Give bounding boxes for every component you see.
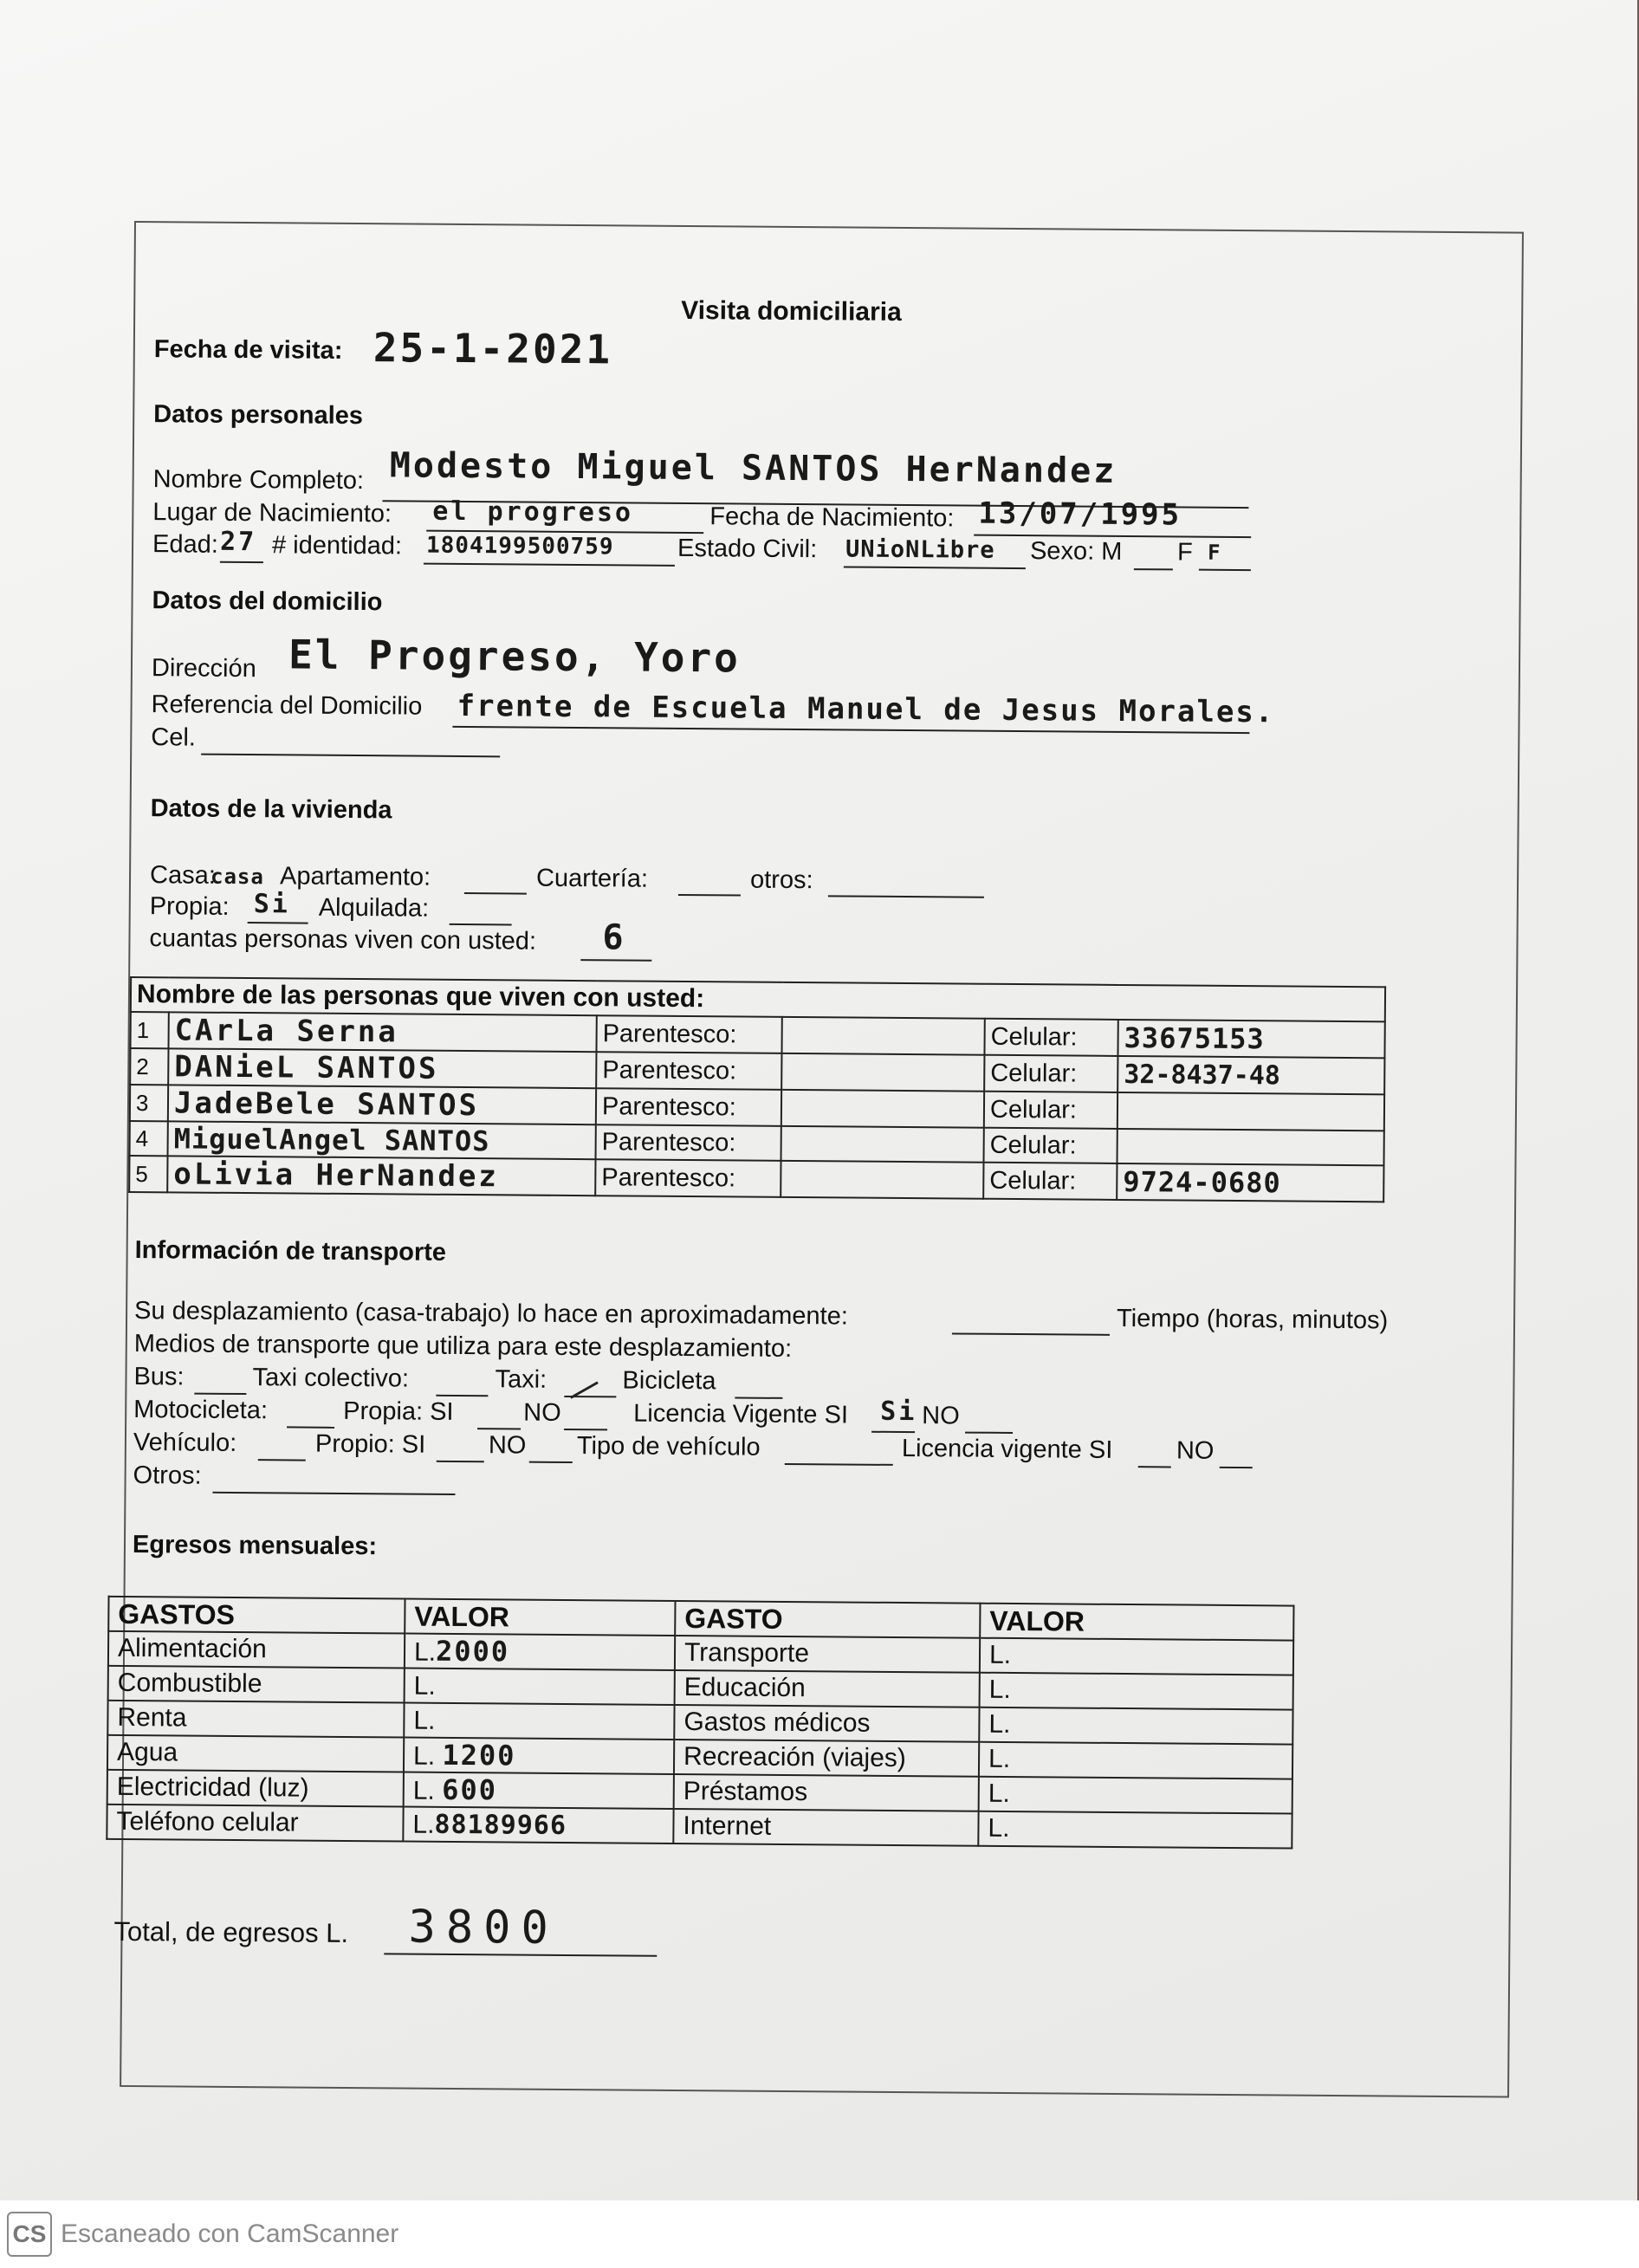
people-row-name: JadeBele SANTOS bbox=[168, 1085, 596, 1124]
celular-label: Celular: bbox=[984, 1092, 1118, 1129]
scanner-footer bbox=[0, 2200, 1639, 2268]
expense-name: Agua bbox=[107, 1735, 404, 1772]
people-row-name: CArLa Serna bbox=[168, 1012, 596, 1052]
moto-no-label: NO bbox=[523, 1398, 561, 1427]
civil-status-line bbox=[844, 566, 1026, 569]
parentesco-value bbox=[781, 1161, 983, 1199]
civil-status-value: UNioNLibre bbox=[845, 535, 995, 564]
tipo-vehiculo-line bbox=[785, 1463, 893, 1466]
birthdate-label: Fecha de Nacimiento: bbox=[709, 502, 955, 533]
celular-label: Celular: bbox=[983, 1163, 1117, 1200]
address-label: Dirección bbox=[151, 654, 256, 684]
motocicleta-line bbox=[287, 1426, 334, 1428]
visit-date-label: Fecha de visita: bbox=[153, 335, 343, 365]
expense-value: L. bbox=[404, 1702, 674, 1739]
bus-label: Bus: bbox=[133, 1363, 185, 1391]
birthplace-value: el progreso bbox=[432, 496, 634, 528]
taxi-colectivo-label: Taxi colectivo: bbox=[252, 1364, 410, 1393]
id-label: # identidad: bbox=[271, 531, 403, 561]
transport-means-label: Medios de transporte que utiliza para este desplazamiento: bbox=[133, 1330, 793, 1364]
bus-line bbox=[194, 1393, 246, 1395]
sex-f-line bbox=[1199, 569, 1251, 571]
people-row-name: DANieL SANTOS bbox=[168, 1048, 596, 1088]
vehiculo-label: Vehículo: bbox=[133, 1429, 237, 1457]
parentesco-label: Parentesco: bbox=[595, 1159, 781, 1197]
transport-heading: Información de transporte bbox=[134, 1236, 447, 1267]
address-value: El Progreso, Yoro bbox=[288, 631, 742, 682]
vehiculo-no-label: NO bbox=[488, 1431, 527, 1460]
otros-transport-line bbox=[212, 1492, 455, 1495]
age-line bbox=[220, 561, 263, 563]
celular-value: 9724-0680 bbox=[1117, 1163, 1383, 1202]
cel-label: Cel. bbox=[151, 723, 197, 752]
expenses-table bbox=[106, 1596, 1294, 1850]
expense-name: Gastos médicos bbox=[674, 1705, 979, 1742]
tipo-vehiculo-label: Tipo de vehículo bbox=[576, 1432, 761, 1461]
celular-value bbox=[1117, 1129, 1383, 1165]
otros-line bbox=[828, 895, 984, 897]
otros-transport-label: Otros: bbox=[133, 1461, 202, 1490]
age-label: Edad: bbox=[152, 530, 218, 559]
sex-f-value: F bbox=[1207, 540, 1223, 565]
form-title: Visita domiciliaria bbox=[681, 295, 902, 327]
licencia2-si-line bbox=[1138, 1466, 1171, 1468]
casa-value: casa bbox=[210, 864, 264, 890]
people-row-num: 2 bbox=[130, 1048, 168, 1085]
expense-value: L.88189966 bbox=[403, 1806, 673, 1843]
cuarteria-line bbox=[678, 894, 741, 897]
sex-m-label: Sexo: M bbox=[1029, 537, 1123, 566]
home-visit-form bbox=[113, 223, 1522, 2096]
people-row-name: MiguelAngel SANTOS bbox=[168, 1121, 596, 1159]
apartamento-label: Apartamento: bbox=[279, 862, 431, 891]
celular-label: Celular: bbox=[984, 1055, 1118, 1092]
people-row-num: 1 bbox=[130, 1012, 168, 1048]
transport-time-label: Su desplazamiento (casa-trabajo) lo hace en aproximadamente: bbox=[133, 1297, 848, 1331]
alquilada-label: Alquilada: bbox=[318, 893, 430, 923]
col-valor: VALOR bbox=[405, 1599, 675, 1636]
parentesco-value bbox=[781, 1053, 984, 1092]
total-value: 3800 bbox=[408, 1901, 560, 1954]
expense-value: L.2000 bbox=[405, 1634, 675, 1670]
form-frame bbox=[113, 221, 1524, 2098]
expense-value: L. bbox=[980, 1638, 1293, 1675]
camscanner-logo-icon: CS bbox=[7, 2212, 52, 2257]
expenses-heading: Egresos mensuales: bbox=[132, 1531, 378, 1561]
expense-name: Transporte bbox=[675, 1636, 980, 1673]
visit-date-value: 25-1-2021 bbox=[372, 324, 613, 373]
expense-name: Renta bbox=[107, 1701, 404, 1738]
expense-value: L. 1200 bbox=[404, 1737, 674, 1773]
people-count-label: cuantas personas viven con usted: bbox=[149, 924, 537, 956]
id-line bbox=[424, 563, 675, 567]
licencia2-no-line bbox=[1220, 1467, 1253, 1468]
people-row-num: 5 bbox=[129, 1156, 167, 1192]
licencia-si-value: Si bbox=[880, 1396, 917, 1428]
otros-label: otros: bbox=[749, 865, 813, 895]
expense-value: L. bbox=[979, 1707, 1292, 1745]
bicicleta-label: Bicicleta bbox=[622, 1366, 716, 1396]
propia-line bbox=[248, 922, 308, 924]
full-name-value: Modesto Miguel SANTOS HerNandez bbox=[389, 445, 1118, 491]
licencia2-no-label: NO bbox=[1176, 1436, 1215, 1465]
expense-name: Educación bbox=[675, 1670, 980, 1707]
expense-value: L. bbox=[979, 1777, 1292, 1814]
propia-label: Propia: bbox=[149, 892, 230, 921]
col-gastos: GASTOS bbox=[108, 1597, 405, 1634]
housing-heading: Datos de la vivienda bbox=[150, 794, 392, 825]
cuarteria-label: Cuartería: bbox=[535, 864, 649, 893]
moto-no-line bbox=[564, 1429, 607, 1430]
moto-propia-si-label: Propia: SI bbox=[343, 1396, 454, 1426]
transport-time-line bbox=[952, 1332, 1110, 1335]
birthdate-value: 13/07/1995 bbox=[978, 496, 1182, 533]
people-heading: Nombre de las personas que viven con usted: bbox=[131, 977, 1385, 1021]
celular-label: Celular: bbox=[984, 1019, 1118, 1056]
licencia-si-line bbox=[871, 1431, 915, 1433]
personal-heading: Datos personales bbox=[153, 400, 364, 431]
total-label: Total, de egresos L. bbox=[113, 1915, 349, 1949]
birthplace-label: Lugar de Nacimiento: bbox=[152, 498, 392, 528]
expense-name: Préstamos bbox=[674, 1774, 979, 1811]
expense-value: L. bbox=[978, 1811, 1292, 1849]
parentesco-value bbox=[781, 1090, 984, 1128]
vehiculo-no-line bbox=[529, 1461, 573, 1463]
licencia-vigente2-label: Licencia vigente SI bbox=[901, 1435, 1113, 1464]
people-row-num: 3 bbox=[130, 1085, 168, 1121]
parentesco-value bbox=[781, 1126, 984, 1163]
taxi-check-mark bbox=[568, 1370, 599, 1398]
alquilada-line bbox=[450, 923, 512, 926]
celular-label: Celular: bbox=[983, 1128, 1117, 1163]
col-valor-2: VALOR bbox=[980, 1604, 1293, 1641]
expense-name: Combustible bbox=[108, 1666, 405, 1703]
casa-label: Casa: bbox=[149, 861, 216, 890]
people-count-line bbox=[580, 959, 651, 962]
cel-line bbox=[201, 754, 500, 758]
expense-name: Internet bbox=[673, 1809, 978, 1846]
full-name-label: Nombre Completo: bbox=[152, 465, 365, 496]
vehiculo-propio-si-line bbox=[437, 1461, 484, 1462]
id-value: 1804199500759 bbox=[425, 532, 614, 561]
civil-status-label: Estado Civil: bbox=[677, 534, 818, 564]
people-count-value: 6 bbox=[602, 917, 626, 958]
people-row-num: 4 bbox=[130, 1121, 168, 1156]
parentesco-label: Parentesco: bbox=[596, 1124, 781, 1161]
expense-value: L. 600 bbox=[404, 1772, 674, 1808]
sex-f-label: F bbox=[1176, 538, 1193, 567]
people-table bbox=[128, 976, 1386, 1202]
reference-label: Referencia del Domicilio bbox=[151, 690, 423, 721]
sex-m-line bbox=[1134, 568, 1173, 570]
expense-value: L. bbox=[405, 1669, 675, 1705]
expense-name: Alimentación bbox=[108, 1631, 405, 1669]
licencia-no-line bbox=[965, 1432, 1013, 1434]
col-gasto: GASTO bbox=[675, 1601, 980, 1638]
vehiculo-propio-si-label: Propio: SI bbox=[314, 1429, 426, 1459]
vehiculo-line bbox=[258, 1459, 306, 1461]
camscanner-text: Escaneado con CamScanner bbox=[61, 2219, 399, 2248]
age-value: 27 bbox=[219, 526, 257, 558]
motocicleta-label: Motocicleta: bbox=[133, 1396, 269, 1425]
celular-value: 32-8437-48 bbox=[1118, 1056, 1384, 1094]
expense-value: L. bbox=[979, 1742, 1292, 1779]
parentesco-value bbox=[781, 1017, 984, 1055]
bicicleta-line bbox=[735, 1396, 782, 1398]
taxi-colectivo-line bbox=[436, 1395, 488, 1396]
moto-propia-si-line bbox=[477, 1428, 521, 1429]
celular-value bbox=[1118, 1092, 1384, 1131]
expense-name: Recreación (viajes) bbox=[674, 1740, 979, 1777]
parentesco-label: Parentesco: bbox=[596, 1052, 781, 1090]
expense-value: L. bbox=[980, 1673, 1293, 1710]
reference-value: frente de Escuela Manuel de Jesus Morales. bbox=[457, 688, 1275, 730]
expense-name: Electricidad (luz) bbox=[107, 1770, 404, 1807]
taxi-label: Taxi: bbox=[495, 1365, 547, 1394]
parentesco-label: Parentesco: bbox=[596, 1015, 781, 1053]
expense-name: Teléfono celular bbox=[107, 1805, 403, 1842]
celular-value: 33675153 bbox=[1118, 1020, 1384, 1058]
people-row-name: oLivia HerNandez bbox=[167, 1156, 595, 1196]
apartamento-line bbox=[464, 892, 527, 895]
licencia-no-label: NO bbox=[922, 1402, 960, 1430]
propia-value: Si bbox=[253, 889, 291, 920]
transport-time-unit: Tiempo (horas, minutos) bbox=[1116, 1304, 1389, 1335]
home-heading: Datos del domicilio bbox=[152, 586, 383, 617]
licencia-vigente-label: Licencia Vigente SI bbox=[633, 1399, 849, 1429]
parentesco-label: Parentesco: bbox=[596, 1088, 781, 1126]
